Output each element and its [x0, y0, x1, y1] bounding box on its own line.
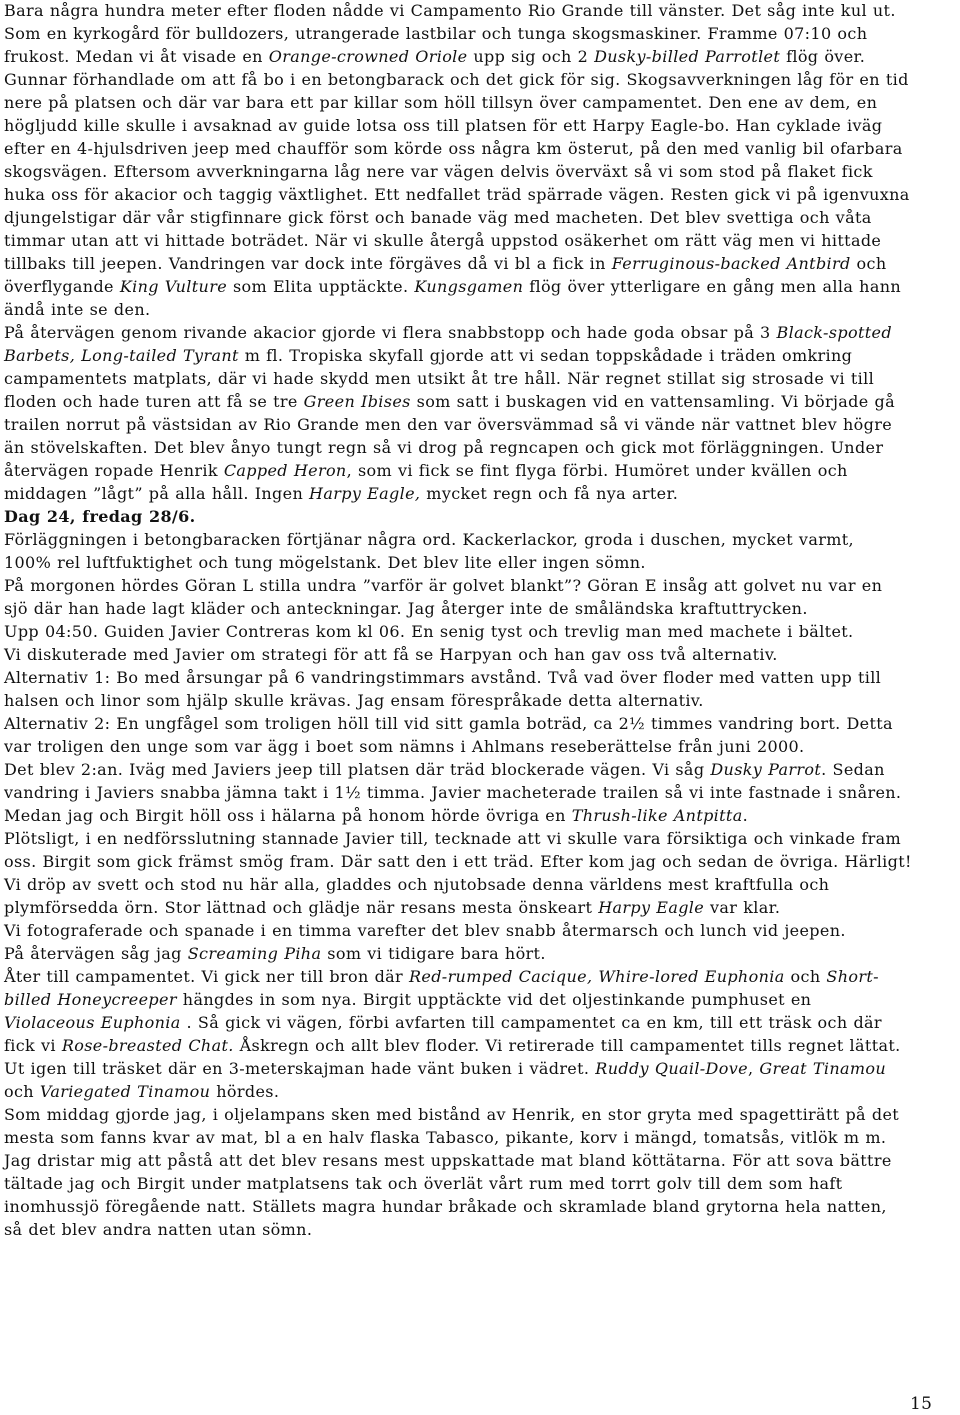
text-run: plymförsedda örn. Stor lättnad och glädje när resans mesta önskeart	[4, 898, 599, 917]
text-run: högljudd kille skulle i avsaknad av guide lotsa oss till platsen för ett Harpy Eagle-bo. Han cyklade iväg	[4, 116, 883, 135]
text-run: vandring i Javiers snabba jämna takt i 1½ timma. Javier macheterade trailen så vi inte fastnade i snåren.	[4, 783, 902, 802]
text-line	[4, 46, 865, 68]
species-name: Harpy Eagle,	[309, 484, 421, 503]
text-run: skogsvägen. Eftersom avverkningarna låg nere var vägen delvis överväxt så vi som stod på flaket fick	[4, 162, 873, 181]
species-name: Orange-crowned Oriole	[268, 47, 468, 66]
text-run: upp sig och 2	[467, 47, 595, 66]
text-run: som Elita upptäckte.	[227, 277, 415, 296]
page-number: 15	[910, 1394, 933, 1414]
species-name: Dusky-billed Parrotlet	[594, 47, 781, 66]
text-run: Som middag gjorde jag, i oljelampans sken med bistånd av Henrik, en stor gryta med spagettirätt på det	[4, 1105, 900, 1124]
text-run: 100% rel luftfuktighet och tung mögelstank. Det blev lite eller ingen sömn.	[4, 553, 646, 572]
text-line	[4, 460, 848, 482]
species-name: Dusky Parrot	[710, 760, 822, 779]
text-run: hängdes in som nya. Birgit upptäckte vid det oljestinkande pumphuset en	[176, 990, 812, 1009]
text-run: efter en 4-hjulsdriven jeep med chaufför som körde oss några km österut, på den med vanlig bil ofarbara	[4, 139, 903, 158]
text-run: Vi fotograferade och spanade i en timma varefter det blev snabb återmarsch och lunch vid jeepen.	[4, 921, 846, 940]
text-line	[4, 299, 150, 321]
text-run: så det blev andra natten utan sömn.	[4, 1220, 313, 1239]
text-line	[4, 782, 901, 804]
text-line	[4, 184, 910, 206]
species-name: Red-rumped Cacique, Whire-lored Euphonia	[409, 967, 785, 986]
text-line	[4, 414, 892, 436]
text-line	[4, 368, 874, 390]
text-run: . Sedan	[821, 760, 885, 779]
text-line	[4, 23, 867, 45]
text-run: m fl. Tropiska skyfall gjorde att vi sedan toppskådade i träden omkring	[238, 346, 853, 365]
text-run: tältade jag och Birgit under matplatsens tak och överlät vårt rum med torrt golv till dem som haft	[4, 1174, 843, 1193]
text-line	[4, 897, 780, 919]
text-run: Gunnar förhandlade om att få bo i en betongbarack och det gick för sig. Skogsavverkningen låg för en tid	[4, 70, 909, 89]
text-run: och	[4, 1082, 40, 1101]
text-run: och	[850, 254, 887, 273]
text-run: var troligen den unge som var ägg i boet som nämns i Ahlmans reseberättelse från juni 2000.	[4, 737, 805, 756]
text-line	[4, 0, 896, 22]
text-line	[4, 1104, 899, 1126]
text-run: Medan jag och Birgit höll oss i hälarna på honom hörde övriga en	[4, 806, 572, 825]
day-heading	[4, 506, 196, 528]
text-line	[4, 345, 852, 367]
text-run: På återvägen såg jag	[4, 944, 188, 963]
text-run: Åskregn och allt blev floder. Vi retirerade till campamentet tills regnet lättat.	[233, 1036, 901, 1055]
text-run: Bara några hundra meter efter floden nådde vi Campamento Rio Grande till vänster. Det såg inte kul ut.	[4, 1, 896, 20]
text-run: hördes.	[210, 1082, 280, 1101]
text-line	[4, 598, 808, 620]
text-line	[4, 322, 892, 344]
text-run: som vi tidigare bara hört.	[321, 944, 546, 963]
text-run: flög över.	[780, 47, 866, 66]
text-line	[4, 161, 873, 183]
species-name: Capped Heron	[223, 461, 347, 480]
text-run: oss. Birgit som gick främst smög fram. Där satt den i ett träd. Efter kom jag och sedan de övriga. Härligt!	[4, 852, 912, 871]
text-run: flög över ytterligare en gång men alla hann	[523, 277, 902, 296]
species-name: Green Ibises	[303, 392, 411, 411]
text-run: Alternativ 2: En ungfågel som troligen höll till vid sitt gamla boträd, ca 2½ timmes vandring bort. Detta	[4, 714, 893, 733]
text-line	[4, 828, 901, 850]
text-line	[4, 575, 882, 597]
text-line	[4, 966, 879, 988]
text-run: Alternativ 1: Bo med årsungar på 6 vandringstimmars avstånd. Två vad över floder med vatten upp till	[4, 668, 882, 687]
text-run: Ut igen till träsket där en 3-meterskajman hade vänt buken i vädret.	[4, 1059, 596, 1078]
text-line	[4, 207, 872, 229]
text-line	[4, 920, 846, 942]
text-line	[4, 115, 882, 137]
text-run: sjö där han hade lagt kläder och anteckningar. Jag återger inte de småländska kraftuttrycken.	[4, 599, 808, 618]
text-line	[4, 851, 912, 873]
text-run: middagen ”lågt” på alla håll. Ingen	[4, 484, 310, 503]
text-run: fick vi	[4, 1036, 62, 1055]
text-line	[4, 1012, 882, 1034]
text-run: .	[742, 806, 749, 825]
text-run: överflygande	[4, 277, 120, 296]
text-run: , som vi fick se fint flyga förbi. Humöret under kvällen och	[346, 461, 848, 480]
text-run: frukost. Medan vi åt visade en	[4, 47, 269, 66]
species-name: Barbets, Long-tailed Tyrant	[4, 346, 239, 365]
species-name: Harpy Eagle	[598, 898, 705, 917]
text-run: Plötsligt, i en nedförsslutning stannade Javier till, tecknade att vi skulle vara försiktiga och vinkade fram	[4, 829, 902, 848]
text-run: Förläggningen i betongbaracken förtjänar några ord. Kackerlackor, groda i duschen, mycket varmt,	[4, 530, 854, 549]
text-line	[4, 1150, 892, 1172]
text-line	[4, 69, 909, 91]
text-line	[4, 805, 748, 827]
text-line	[4, 644, 778, 666]
text-line	[4, 874, 829, 896]
text-run: trailen norrut på västsidan av Rio Grande men den var översvämmad så vi vände när vattnet blev högre	[4, 415, 893, 434]
text-run: återvägen ropade Henrik	[4, 461, 224, 480]
text-line	[4, 736, 805, 758]
text-run: halsen och linor som hjälp skulle krävas. Jag ensam förespråkade detta alternativ.	[4, 691, 704, 710]
text-run: huka oss för akacior och taggig växtlighet. Ett nedfallet träd spärrade vägen. Resten gick vi på igenvuxna	[4, 185, 910, 204]
text-line	[4, 1219, 312, 1241]
text-run: än stövelskaften. Det blev ånyo tungt regn så vi drog på regncapen och gick mot förläggningen. Under	[4, 438, 884, 457]
text-line	[4, 92, 877, 114]
text-run: mesta som fanns kvar av mat, bl a en halv flaska Tabasco, pikante, korv i mängd, tomatsås, vitlök m m.	[4, 1128, 887, 1147]
text-line	[4, 713, 893, 735]
text-line	[4, 552, 646, 574]
text-line	[4, 1035, 901, 1057]
text-run: ,	[747, 1059, 760, 1078]
species-name: Variegated Tinamou	[39, 1082, 211, 1101]
species-name: Great Tinamou	[759, 1059, 887, 1078]
text-run: campamentets matplats, där vi hade skydd men utsikt åt tre håll. När regnet stillat sig strosade vi till	[4, 369, 875, 388]
text-run: som satt i buskagen vid en vattensamling. Vi började gå	[410, 392, 895, 411]
species-name: Kungsgamen	[414, 277, 524, 296]
text-run: timmar utan att vi hittade boträdet. När vi skulle återgå uppstod osäkerhet om rätt väg men vi hittade	[4, 231, 882, 250]
text-run: Vi diskuterade med Javier om strategi för att få se Harpyan och han gav oss två alternativ.	[4, 645, 778, 664]
species-name: Ruddy Quail-Dove	[595, 1059, 748, 1078]
text-line	[4, 989, 811, 1011]
text-run: Som en kyrkogård för bulldozers, utrangerade lastbilar och tunga skogsmaskiner. Framme 07:10 och	[4, 24, 868, 43]
text-line	[4, 1127, 886, 1149]
text-line	[4, 437, 883, 459]
text-run: djungelstigar där vår stigfinnare gick först och banade väg med macheten. Det blev svettiga och våta	[4, 208, 872, 227]
species-name: Short-	[826, 967, 879, 986]
text-line	[4, 230, 881, 252]
text-run: På återvägen genom rivande akacior gjorde vi flera snabbstopp och hade goda obsar på 3	[4, 323, 777, 342]
text-run: Dag 24, fredag 28/6.	[4, 507, 196, 526]
text-run: mycket regn och få nya arter.	[420, 484, 679, 503]
text-line	[4, 1196, 887, 1218]
text-run: var klar.	[704, 898, 781, 917]
text-run: Åter till campamentet. Vi gick ner till bron där	[4, 967, 409, 986]
text-line	[4, 759, 885, 781]
species-name: Thrush-like Antpitta	[571, 806, 743, 825]
species-name: Rose-breasted Chat.	[61, 1036, 234, 1055]
species-name: Violaceous Euphonia	[4, 1013, 181, 1032]
text-line	[4, 138, 903, 160]
text-line	[4, 621, 853, 643]
text-line	[4, 943, 546, 965]
species-name: Ferruginous-backed Antbird	[611, 254, 851, 273]
text-line	[4, 391, 895, 413]
species-name: King Vulture	[119, 277, 228, 296]
text-run: och	[784, 967, 827, 986]
species-name: Black-spotted	[776, 323, 892, 342]
text-run: nere på platsen och där var bara ett par killar som höll tillsyn över campamentet. Den ene av dem, en	[4, 93, 878, 112]
text-run: Vi dröp av svett och stod nu här alla, gladdes och njutobsade denna världens mest kraftfulla och	[4, 875, 830, 894]
text-run: På morgonen hördes Göran L stilla undra ”varför är golvet blankt”? Göran E insåg att golvet nu var en	[4, 576, 883, 595]
text-run: . Så gick vi vägen, förbi avfarten till campamentet ca en km, till ett träsk och där	[180, 1013, 882, 1032]
text-run: Upp 04:50. Guiden Javier Contreras kom kl 06. En senig tyst och trevlig man med machete i bältet.	[4, 622, 854, 641]
text-run: floden och hade turen att få se tre	[4, 392, 304, 411]
species-name: billed Honeycreeper	[4, 990, 177, 1009]
text-line	[4, 690, 704, 712]
text-line	[4, 1058, 886, 1080]
text-run: tillbaks till jeepen. Vandringen var dock inte förgäves då vi bl a fick in	[4, 254, 612, 273]
text-line	[4, 1173, 842, 1195]
text-run: Jag dristar mig att påstå att det blev resans mest uppskattade mat bland köttätarna. För att sova bättre	[4, 1151, 892, 1170]
species-name: Screaming Piha	[187, 944, 322, 963]
text-run: Det blev 2:an. Iväg med Javiers jeep till platsen där träd blockerade vägen. Vi såg	[4, 760, 711, 779]
text-line	[4, 253, 886, 275]
text-line	[4, 529, 854, 551]
text-run: ändå inte se den.	[4, 300, 151, 319]
text-run: inomhussjö föregående natt. Ställets magra hundar bråkade och skramlade bland grytorna hela natten,	[4, 1197, 887, 1216]
text-line	[4, 276, 901, 298]
text-line	[4, 1081, 279, 1103]
text-line	[4, 667, 881, 689]
text-line	[4, 483, 678, 505]
